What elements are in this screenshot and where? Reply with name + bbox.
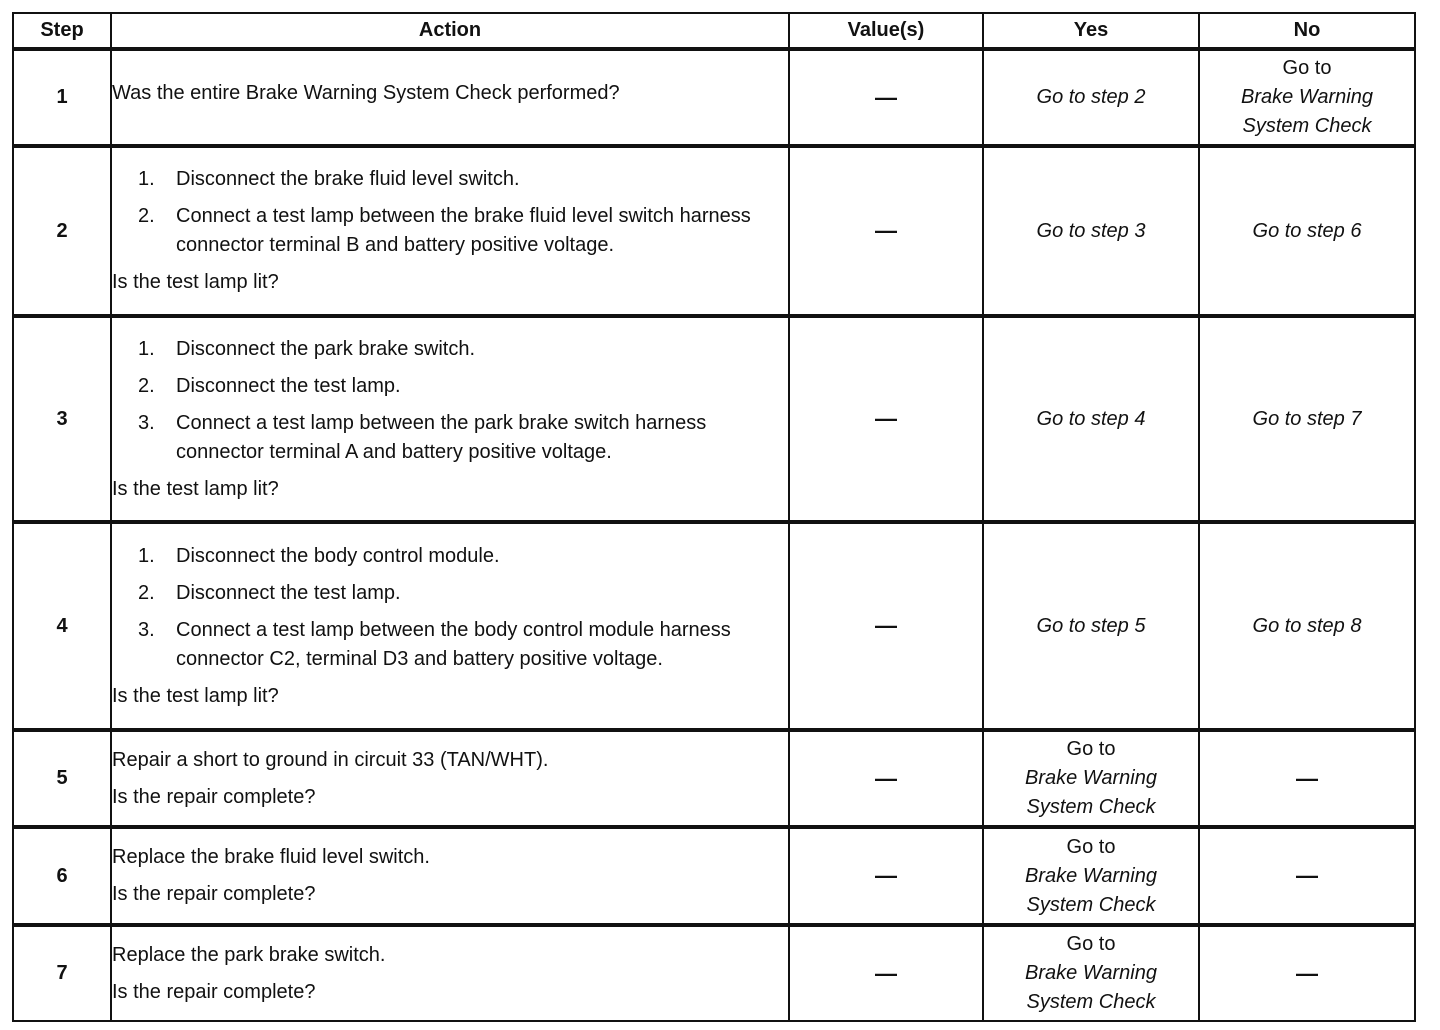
action-item: 1. Disconnect the park brake switch. [138,337,476,360]
yes-link-line2[interactable]: Brake Warning [1025,864,1157,887]
no-link-line2[interactable]: Brake Warning [1241,86,1373,108]
action-cell [111,925,789,1021]
yes-link[interactable]: Go to step 5 [1036,614,1146,637]
action-cell [111,316,789,522]
yes-cell [983,827,1199,925]
action-cell [111,522,789,730]
value-cell: — [789,730,983,827]
table-row [13,316,1415,522]
yes-cell [983,49,1199,146]
step-number: 6 [13,827,111,925]
diagnostic-table [12,12,1416,1022]
action-item: 2. Disconnect the test lamp. [138,581,401,604]
value-cell: — [789,925,983,1021]
no-cell [1199,49,1415,146]
yes-cell [983,925,1199,1021]
action-item: 2. Connect a test lamp between the brake fluid level switch harness connector terminal B and battery positive voltage. [138,205,751,256]
action-list [112,542,788,674]
action-list [112,335,788,467]
yes-link-line3[interactable]: System Check [1026,991,1156,1013]
action-question: Is the repair complete? [112,980,316,1003]
action-cell [111,49,789,146]
action-item: 3. Connect a test lamp between the body control module harness connector C2, terminal D3 and battery positive voltage. [138,618,731,670]
action-cell [111,146,789,316]
action-cell [111,827,789,925]
yes-link-line1[interactable]: Go to [1066,933,1116,955]
value-cell: — [789,522,983,730]
action-item: 1. Disconnect the body control module. [138,544,500,567]
value-cell: — [789,827,983,925]
table-row [13,49,1415,146]
yes-link-line1[interactable]: Go to [1066,835,1116,858]
value-cell: — [789,316,983,522]
no-link[interactable]: Go to step 7 [1252,407,1362,430]
no-link[interactable]: Go to step 6 [1252,219,1362,242]
value-cell: — [789,146,983,316]
action-question: Is the test lamp lit? [112,684,279,707]
table-row [13,146,1415,316]
table-row [13,827,1415,925]
yes-link-line3[interactable]: System Check [1026,893,1156,916]
action-item: 1. Disconnect the brake fluid level switch. [138,168,520,190]
action-question: Is the repair complete? [112,883,316,905]
step-number: 5 [13,730,111,827]
no-cell: — [1199,925,1415,1021]
header-action: Action [111,13,789,49]
no-cell [1199,522,1415,730]
step-number: 3 [13,316,111,522]
action-text: Was the entire Brake Warning System Check performed? [112,82,620,104]
no-link-line3[interactable]: System Check [1242,115,1372,137]
yes-link-line3[interactable]: System Check [1026,796,1156,818]
action-text: Replace the brake fluid level switch. [112,846,430,868]
yes-cell [983,522,1199,730]
no-cell: — [1199,827,1415,925]
step-number: 1 [13,49,111,146]
header-values: Value(s) [789,13,983,49]
step-number: 2 [13,146,111,316]
table-row [13,522,1415,730]
header-step: Step [13,13,111,49]
step-number: 7 [13,925,111,1021]
no-link[interactable]: Go to step 8 [1252,614,1362,637]
yes-link-line2[interactable]: Brake Warning [1025,767,1157,789]
yes-link[interactable]: Go to step 2 [1036,86,1146,108]
yes-link[interactable]: Go to step 4 [1036,407,1146,430]
table-row [13,730,1415,827]
table-row [13,925,1415,1021]
action-text: Replace the park brake switch. [112,943,386,966]
action-question: Is the test lamp lit? [112,477,279,500]
no-cell [1199,316,1415,522]
yes-cell [983,730,1199,827]
action-text: Repair a short to ground in circuit 33 (TAN/WHT). [112,748,549,771]
action-item: 3. Connect a test lamp between the park brake switch harness connector terminal A and battery positive voltage. [138,411,707,463]
yes-cell [983,316,1199,522]
no-cell [1199,146,1415,316]
action-question: Is the repair complete? [112,785,316,808]
header-yes: Yes [983,13,1199,49]
value-cell: — [789,49,983,146]
yes-link-line2[interactable]: Brake Warning [1025,962,1157,984]
header-no: No [1199,13,1415,49]
yes-cell [983,146,1199,316]
action-item: 2. Disconnect the test lamp. [138,374,401,397]
no-cell: — [1199,730,1415,827]
yes-link-line1[interactable]: Go to [1066,738,1116,760]
action-question: Is the test lamp lit? [112,271,279,293]
header-row [13,13,1415,49]
yes-link[interactable]: Go to step 3 [1036,219,1146,242]
action-cell [111,730,789,827]
step-number: 4 [13,522,111,730]
no-link-line1[interactable]: Go to [1282,57,1332,79]
action-list [112,165,788,260]
